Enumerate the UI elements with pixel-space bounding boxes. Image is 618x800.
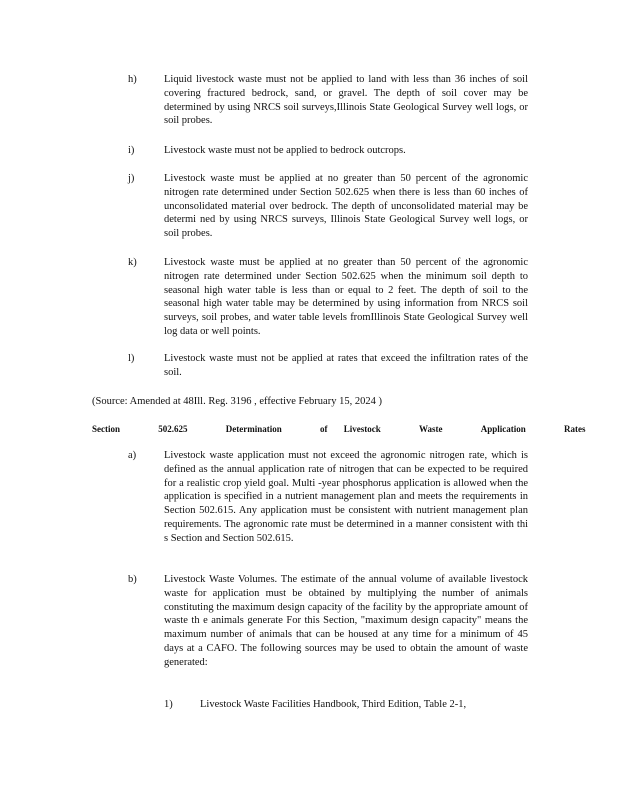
item-label: 1) — [164, 699, 173, 710]
item-text: Liquid livestock waste must not be applied to land with less than 36 inches of soil covering fractured bedrock, sand, or gravel. The depth of soil cover may be determined by using NRCS soil surveys,Illinois State Geological Survey well logs, or soil probes. — [164, 74, 528, 127]
item-label: b) — [128, 574, 137, 585]
heading-word: Waste — [419, 424, 443, 434]
heading-word: Rates — [564, 424, 586, 434]
item-label: j) — [128, 173, 135, 184]
heading-word: Application — [480, 424, 526, 434]
source-note: (Source: Amended at 48Ill. Reg. 3196 , effective February 15, 2024 ) — [92, 396, 382, 407]
section-heading — [92, 423, 600, 435]
item-label: h) — [128, 74, 137, 85]
heading-word: of — [320, 424, 328, 434]
item-text: Livestock waste must be applied at no greater than 50 percent of the agronomic nitrogen rate determined under Section 502.625 when the minimum soil depth to seasonal high water table is less than or equal to 2 feet. The depth of soil to the seasonal high water table may be determined by using information from NRCS soil surveys, soil probes, and water table levels fromIllinois State Geological Survey well log data or well points. — [164, 257, 528, 337]
item-text: Livestock waste must be applied at no greater than 50 percent of the agronomic nitrogen rate determined under Section 502.625 when there is less than 60 inches of unconsolidated material over bedrock. The depth of unconsolidated material may be determi ned by using NRCS surveys, Illinois State Geological Survey well logs, or soil probes. — [164, 173, 528, 240]
item-text: Livestock waste must not be applied at rates that exceed the infiltration rates of the soil. — [164, 353, 528, 378]
heading-word: Livestock — [343, 424, 381, 434]
section-word: Section — [92, 424, 120, 434]
item-text: Livestock Waste Volumes. The estimate of the annual volume of available livestock waste for application must be obtained by multiplying the number of animals constituting the maximum design capacity of the facility by the appropriate amount of waste th e animals generate For this Section, "maximum design capacity" means the maximum number of animals that can be housed at any time for a minimum of 45 days at a CAFO. The following sources may be used to obtain the amount of waste generated: — [164, 574, 528, 668]
item-label: k) — [128, 257, 137, 268]
item-label: l) — [128, 353, 135, 364]
item-label: i) — [128, 145, 135, 156]
item-label: a) — [128, 450, 137, 461]
section-number: 502.625 — [158, 424, 188, 434]
item-text: Livestock waste application must not exceed the agronomic nitrogen rate, which is defined as the annual application rate of nitrogen that can be expected to be required for a realistic crop yield goal. Multi -year phosphorus application is allowed when the application is specified in a nutrient management plan and meets the requirements in Section 502.615. Any application must be consistent with nutrient management plan requirements. The agronomic rate must be determined in a manner consistent with thi s Section and Section 502.615. — [164, 450, 528, 544]
heading-word: Determination — [225, 424, 282, 434]
item-text: Livestock Waste Facilities Handbook, Third Edition, Table 2-1, — [200, 699, 467, 710]
item-text: Livestock waste must not be applied to bedrock outcrops. — [164, 145, 406, 156]
